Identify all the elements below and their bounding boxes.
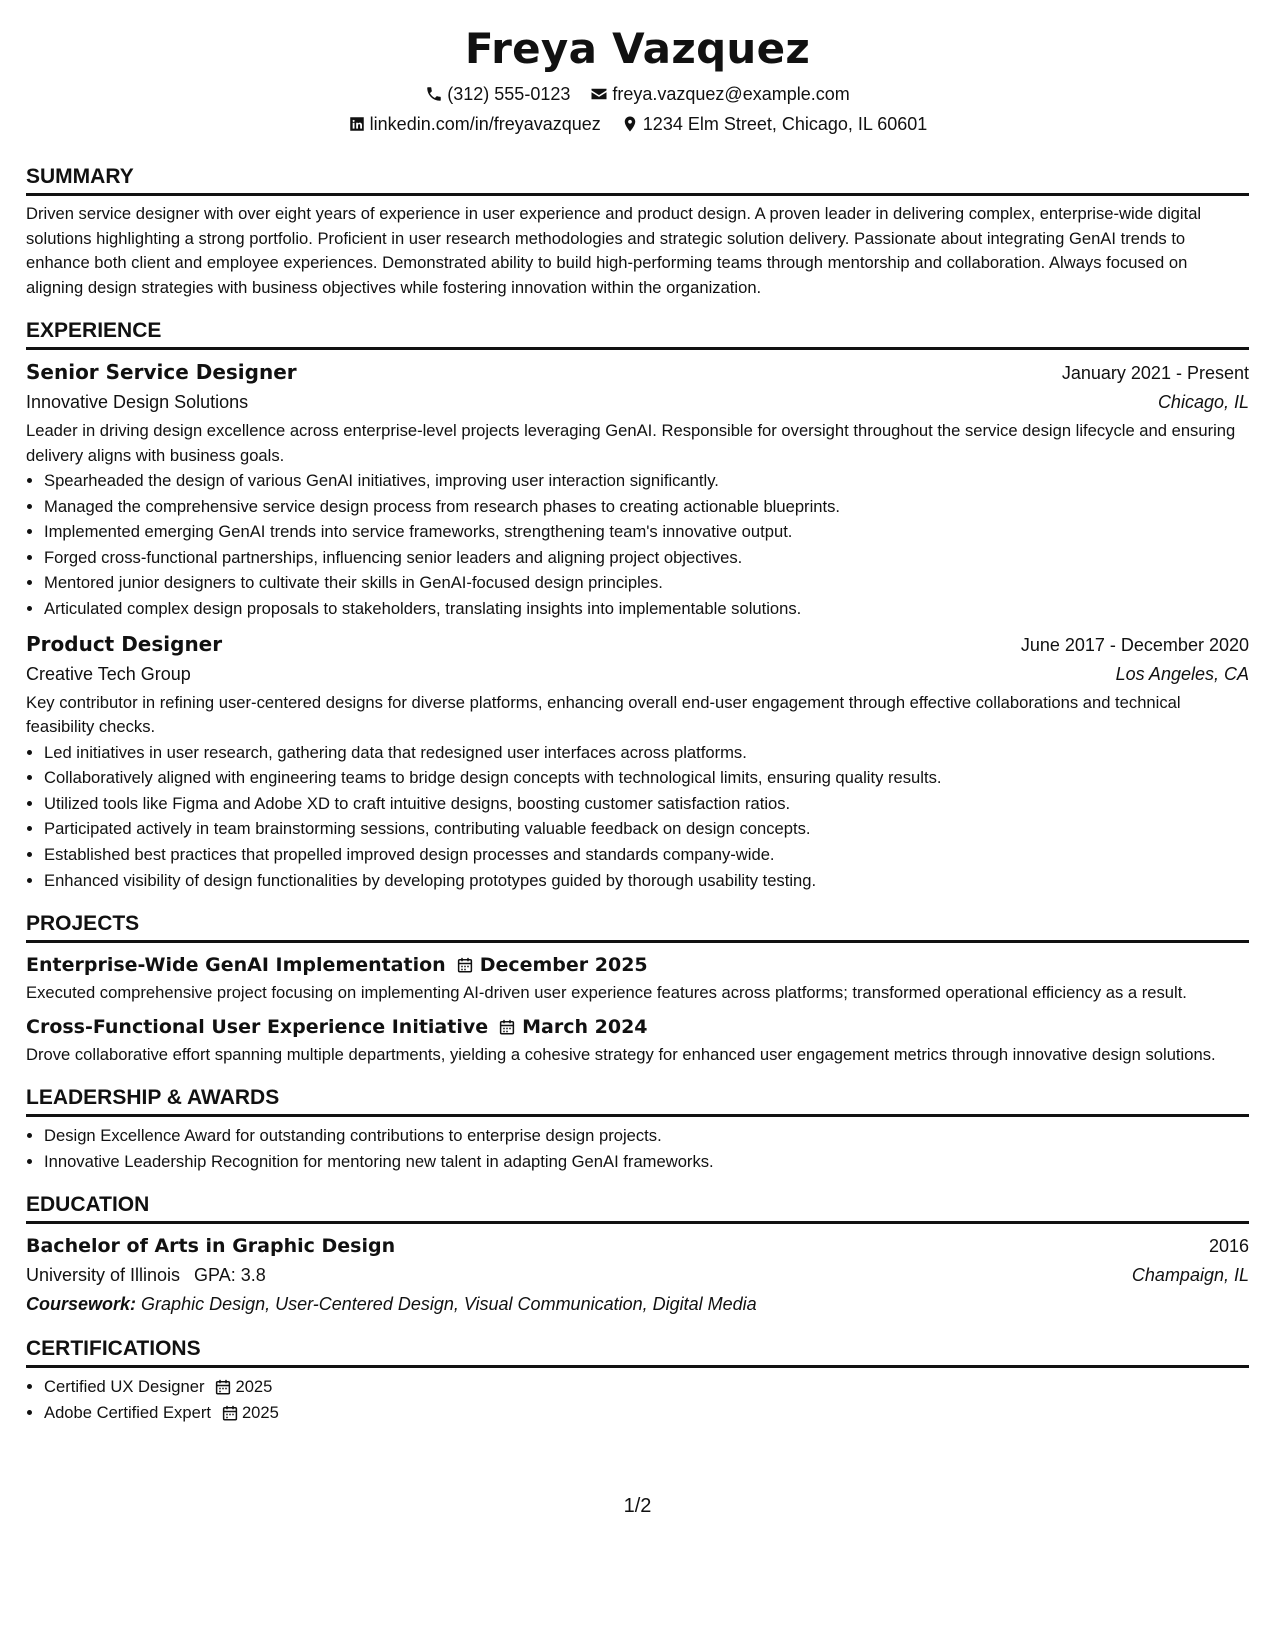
project-name: Cross-Functional User Experience Initiative xyxy=(26,1016,489,1039)
education-school-line xyxy=(26,1260,266,1290)
list-item: • Led initiatives in user research, gathering data that redesigned user interfaces across platforms. xyxy=(44,740,1249,766)
experience-section xyxy=(26,318,1249,893)
list-item: • Collaboratively aligned with engineering teams to bridge design concepts with technological limits, ensuring quality results. xyxy=(44,765,1249,791)
certification-date xyxy=(214,1374,272,1400)
calendar-icon xyxy=(498,1018,516,1036)
list-item: • Mentored junior designers to cultivate their skills in GenAI-focused design principles. xyxy=(44,570,1249,596)
project-entry xyxy=(26,1013,1249,1067)
job-description: Key contributor in refining user-centered designs for diverse platforms, enhancing overall end-user engagement through effective collaborations and technical feasibility checks. xyxy=(26,692,1181,737)
linkedin-link[interactable]: linkedin.com/in/freyavazquez xyxy=(369,114,601,134)
list-item: • Innovative Leadership Recognition for mentoring new talent in adapting GenAI frameworks. xyxy=(44,1149,1249,1175)
linkedin-icon xyxy=(348,115,366,133)
page-number: 1/2 xyxy=(623,1495,652,1517)
job-entry xyxy=(26,358,1249,622)
section-title-certifications: CERTIFICATIONS xyxy=(26,1336,1249,1368)
list-item: • Utilized tools like Figma and Adobe XD to craft intuitive designs, boosting customer satisfaction ratios. xyxy=(44,791,1249,817)
section-title-leadership: LEADERSHIP & AWARDS xyxy=(26,1085,1249,1117)
education-year: 2016 xyxy=(1208,1236,1249,1257)
section-title-experience: EXPERIENCE xyxy=(26,318,1249,350)
projects-section xyxy=(26,911,1249,1067)
leadership-section xyxy=(26,1085,1249,1174)
job-location: Los Angeles, CA xyxy=(1115,663,1249,684)
coursework-label: Coursework: xyxy=(26,1294,137,1315)
certification-name: • Adobe Certified Expert xyxy=(44,1402,211,1422)
project-name: Enterprise-Wide GenAI Implementation xyxy=(26,954,446,977)
address-text: 1234 Elm Street, Chicago, IL 60601 xyxy=(642,114,928,134)
address-contact xyxy=(621,112,928,136)
project-description: Drove collaborative effort spanning multiple departments, yielding a cohesive strategy for enhanced user engagement metrics through innovative design solutions. xyxy=(26,1045,1216,1065)
job-entry xyxy=(26,630,1249,894)
summary-text: Driven service designer with over eight years of experience in user experience and product design. A proven leader in delivering complex, enterprise-wide digital solutions highlighting a strong portfolio. Proficient in user research methodologies and strategic solution delivery. Passionate about integrating GenAI trends to enhance both client and employee experiences. Demonstrated ability to build high-performing teams through mentorship and collaboration. Always focused on aligning design strategies with business objectives while fostering innovation within the organization. xyxy=(26,204,1202,297)
job-bullets xyxy=(26,468,1249,622)
contact-row-1 xyxy=(26,82,1249,106)
list-item: • Enhanced visibility of design functionalities by developing prototypes guided by thorough usability testing. xyxy=(44,868,1249,894)
certification-name: • Certified UX Designer xyxy=(44,1377,205,1397)
job-location: Chicago, IL xyxy=(1157,392,1249,412)
project-description: Executed comprehensive project focusing on implementing AI-driven user experience features across platforms; transformed operational efficiency as a result. xyxy=(26,983,1187,1003)
project-date xyxy=(456,951,648,979)
phone-icon xyxy=(425,85,443,103)
job-title: Senior Service Designer xyxy=(26,360,297,384)
certification-year: 2025 xyxy=(241,1402,279,1422)
certifications-list xyxy=(26,1374,1249,1425)
job-bullets xyxy=(26,740,1249,894)
phone-text: (312) 555-0123 xyxy=(447,84,571,104)
certification-date xyxy=(221,1400,279,1426)
list-item: • Managed the comprehensive service design process from research phases to creating actionable blueprints. xyxy=(44,494,1249,520)
section-title-summary: SUMMARY xyxy=(26,164,1249,196)
calendar-icon xyxy=(456,956,474,974)
email-link[interactable]: freya.vazquez@example.com xyxy=(612,84,850,104)
education-coursework xyxy=(26,1290,1249,1318)
project-date xyxy=(498,1013,647,1041)
project-date-text: December 2025 xyxy=(479,954,648,977)
calendar-icon xyxy=(214,1378,232,1396)
candidate-name: Freya Vazquez xyxy=(464,24,811,73)
calendar-icon xyxy=(221,1404,239,1422)
project-date-text: March 2024 xyxy=(522,1016,648,1039)
section-title-education: EDUCATION xyxy=(26,1192,1249,1224)
education-degree: Bachelor of Arts in Graphic Design xyxy=(26,1235,396,1258)
education-gpa: GPA: 3.8 xyxy=(194,1265,266,1286)
project-entry xyxy=(26,951,1249,1005)
linkedin-contact[interactable] xyxy=(348,112,601,136)
list-item: • Spearheaded the design of various GenAI initiatives, improving user interaction significantly. xyxy=(44,468,1249,494)
education-school: University of Illinois xyxy=(26,1265,181,1286)
education-location: Champaign, IL xyxy=(1131,1265,1249,1286)
map-pin-icon xyxy=(621,115,639,133)
list-item: • Forged cross-functional partnerships, influencing senior leaders and aligning project objectives. xyxy=(44,545,1249,571)
coursework-list: Graphic Design, User-Centered Design, Visual Communication, Digital Media xyxy=(141,1294,757,1315)
job-title: Product Designer xyxy=(26,631,223,656)
job-company: Innovative Design Solutions xyxy=(26,392,249,412)
leadership-list xyxy=(26,1123,1249,1174)
phone-contact xyxy=(425,82,570,106)
email-contact[interactable] xyxy=(590,82,849,106)
list-item: • Established best practices that propelled improved design processes and standards company-wide. xyxy=(44,842,1249,868)
list-item xyxy=(44,1400,1249,1426)
certifications-section xyxy=(26,1336,1249,1425)
list-item: • Participated actively in team brainstorming sessions, contributing valuable feedback on design concepts. xyxy=(44,816,1249,842)
envelope-icon xyxy=(590,85,608,103)
section-title-projects: PROJECTS xyxy=(26,911,1249,943)
list-item xyxy=(44,1374,1249,1400)
education-section xyxy=(26,1192,1249,1318)
job-description: Leader in driving design excellence across enterprise-level projects leveraging GenAI. Responsible for oversight throughout the service design lifecycle and ensuring delivery aligns with business goals. xyxy=(26,421,1236,465)
job-company: Creative Tech Group xyxy=(26,663,191,684)
job-dates: January 2021 - Present xyxy=(1061,363,1249,383)
job-dates: June 2017 - December 2020 xyxy=(1020,634,1249,655)
list-item: • Articulated complex design proposals to stakeholders, translating insights into implementable solutions. xyxy=(44,596,1249,622)
list-item: • Implemented emerging GenAI trends into service frameworks, strengthening team's innovative output. xyxy=(44,519,1249,545)
summary-section xyxy=(26,164,1249,300)
certification-year: 2025 xyxy=(235,1377,273,1397)
contact-row-2 xyxy=(26,112,1249,136)
list-item: • Design Excellence Award for outstanding contributions to enterprise design projects. xyxy=(44,1123,1249,1149)
